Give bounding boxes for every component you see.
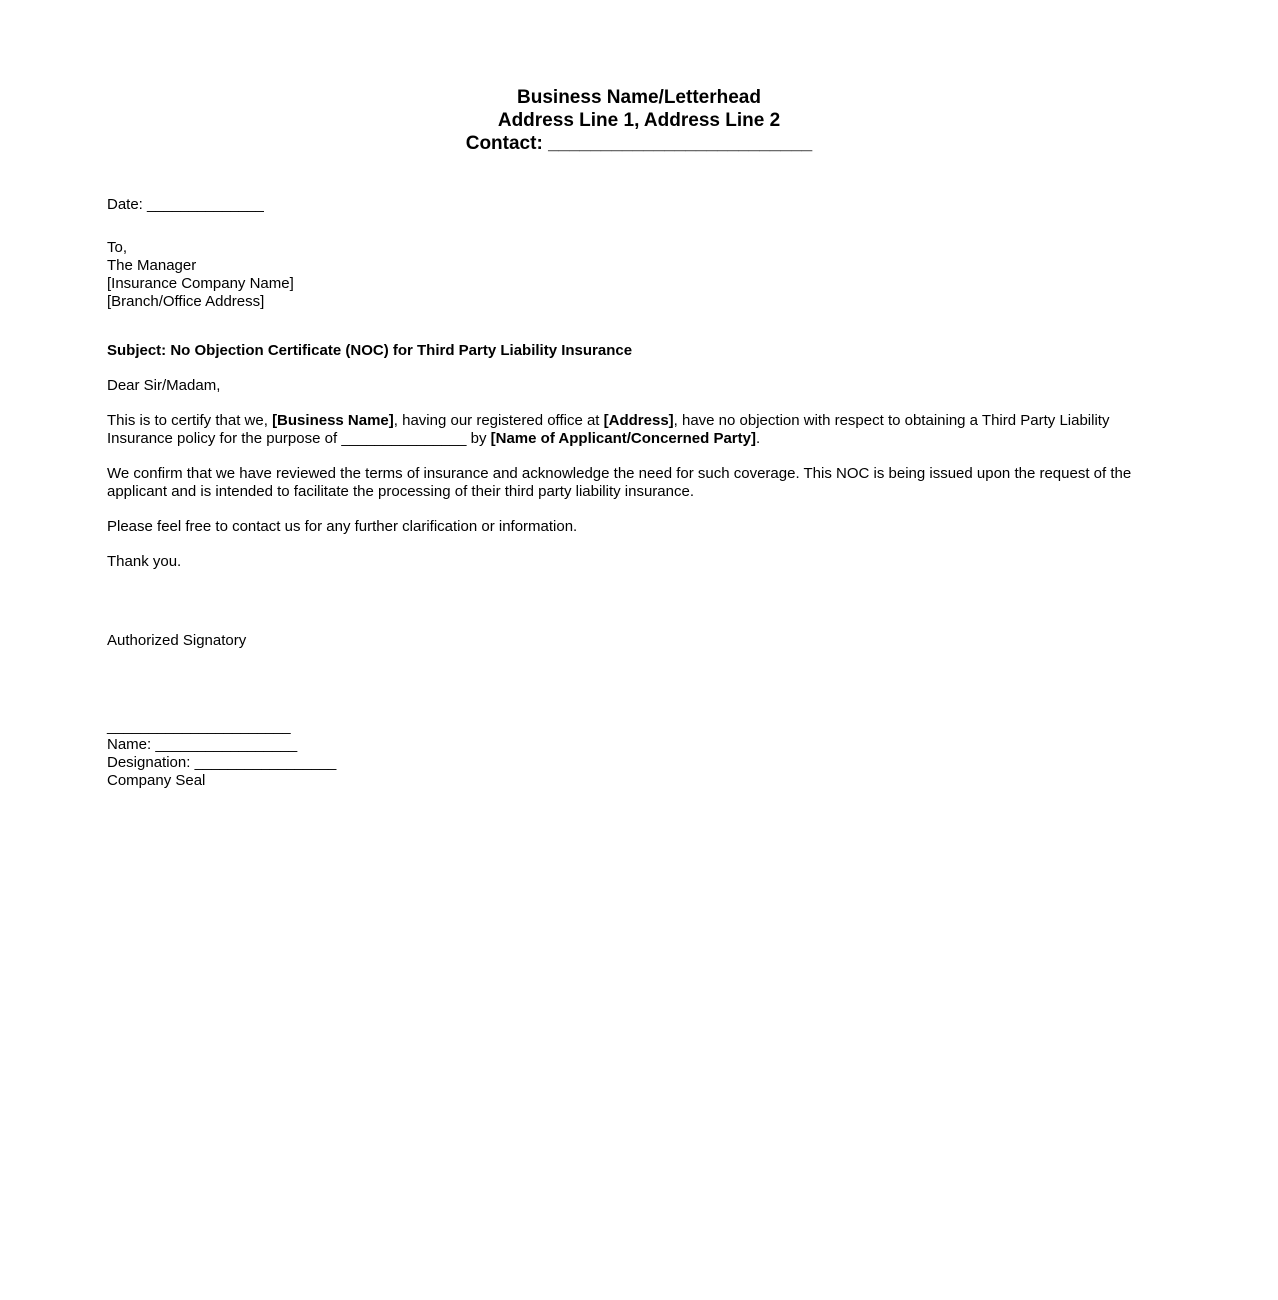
certify-text-3: , have no objection with respect to obtaining a Third Party Liability Insurance policy for the purpose of — [107, 412, 1110, 447]
address-placeholder: [Address] — [603, 412, 674, 429]
business-name-placeholder: [Business Name] — [272, 412, 394, 429]
letterhead-address: Address Line 1, Address Line 2 — [497, 110, 781, 131]
signature-designation-line — [107, 754, 1171, 772]
closing-line: Thank you. — [107, 553, 182, 570]
recipient-block — [107, 239, 1171, 311]
certify-text-2: , having our registered office at — [393, 412, 604, 429]
signatory-title: Authorized Signatory — [107, 632, 247, 649]
designation-blank: _________________ — [194, 754, 337, 771]
signature-block — [107, 718, 1171, 790]
recipient-address-placeholder: [Branch/Office Address] — [107, 293, 265, 310]
certify-text-1: This is to certify that we, — [107, 412, 273, 429]
name-label: Name: — [107, 736, 156, 753]
purpose-blank: _______________ — [341, 430, 467, 447]
certify-text-4: by — [466, 430, 491, 447]
company-seal-label: Company Seal — [107, 772, 206, 789]
date-blank: ______________ — [147, 196, 264, 213]
letterhead-business-name: Business Name/Letterhead — [517, 87, 761, 108]
contact-paragraph: Please feel free to contact us for any further clarification or information. — [107, 518, 578, 535]
name-blank: _________________ — [155, 736, 298, 753]
greeting: Dear Sir/Madam, — [107, 377, 221, 394]
contact-label: Contact: — [465, 133, 549, 154]
letterhead-contact-line — [107, 132, 1171, 155]
applicant-name-placeholder: [Name of Applicant/Concerned Party] — [490, 430, 756, 447]
letterhead — [107, 0, 1171, 155]
date-label: Date: — [107, 196, 148, 213]
recipient-title: The Manager — [107, 257, 197, 274]
designation-label: Designation: — [107, 754, 195, 771]
recipient-to: To, — [107, 239, 128, 256]
date-line — [107, 196, 1171, 214]
certify-text-5: . — [755, 430, 761, 447]
signature-name-line — [107, 736, 1171, 754]
signature-line: ______________________ — [107, 718, 291, 735]
recipient-company-placeholder: [Insurance Company Name] — [107, 275, 294, 292]
contact-blank: _________________________ — [548, 133, 813, 154]
certify-paragraph — [107, 412, 1171, 448]
confirmation-paragraph: We confirm that we have reviewed the terms of insurance and acknowledge the need for such coverage. This NOC is being issued upon the request of the applicant and is intended to facilitate the processing of their third party liability insurance. — [107, 465, 1132, 500]
subject-line: Subject: No Objection Certificate (NOC) for Third Party Liability Insurance — [107, 342, 633, 359]
